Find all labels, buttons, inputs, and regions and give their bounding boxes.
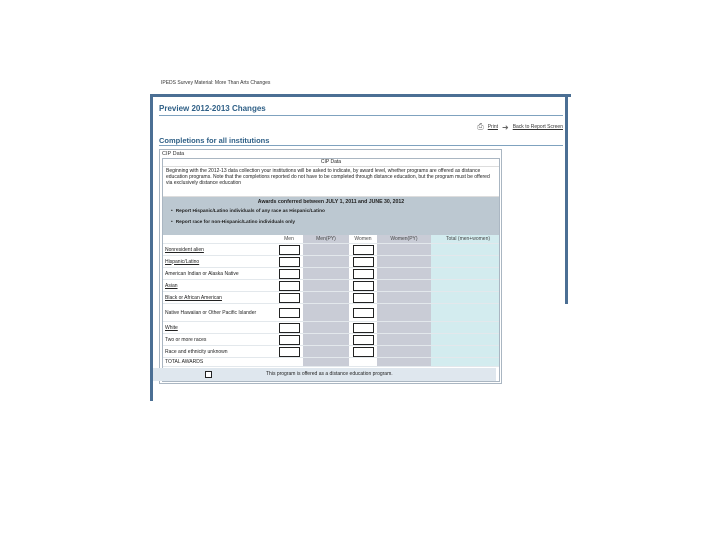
total-cell: [431, 292, 500, 304]
col-header-men: Men: [275, 235, 303, 244]
toolbar: [477, 122, 563, 132]
total-women-py-cell: [377, 358, 431, 367]
section-title: Completions for all institutions: [159, 136, 270, 145]
col-header-total: Total (men+women): [431, 235, 500, 244]
col-header-women-py: Women(PY): [377, 235, 431, 244]
table-row: [163, 280, 500, 292]
bullet-hispanic: • Report Hispanic/Latino individuals of any race as Hispanic/Latino: [171, 209, 325, 214]
total-cell: [431, 304, 500, 322]
men-input[interactable]: [279, 293, 300, 303]
row-label: Native Hawaiian or Other Pacific Islander: [165, 309, 257, 316]
women-py-cell: [377, 334, 431, 346]
women-input[interactable]: [353, 293, 374, 303]
cip-data-panel: [159, 149, 502, 384]
total-cell: [431, 280, 500, 292]
col-header-men-py: Men(PY): [303, 235, 349, 244]
men-input[interactable]: [279, 347, 300, 357]
column-header-row: [163, 235, 500, 244]
title-divider: [159, 115, 563, 116]
women-py-cell: [377, 268, 431, 280]
awards-header: [163, 197, 499, 235]
browser-frame: [150, 94, 571, 401]
total-cell: [431, 346, 500, 358]
men-py-cell: [303, 346, 349, 358]
row-label-link[interactable]: White: [165, 324, 178, 331]
distance-education-label: This program is offered as a distance education program.: [266, 371, 393, 377]
women-input[interactable]: [353, 281, 374, 291]
men-input[interactable]: [279, 335, 300, 345]
table-row: [163, 292, 500, 304]
row-label: Race and ethnicity unknown: [165, 348, 228, 355]
women-py-cell: [377, 346, 431, 358]
women-py-cell: [377, 322, 431, 334]
section-divider: [159, 145, 563, 146]
men-py-cell: [303, 292, 349, 304]
men-input[interactable]: [279, 281, 300, 291]
page-title: Preview 2012-2013 Changes: [159, 104, 266, 113]
men-py-cell: [303, 268, 349, 280]
total-cell: [431, 244, 500, 256]
row-label: American Indian or Alaska Native: [165, 270, 239, 277]
frame-right-border: [565, 94, 568, 304]
back-arrow-icon[interactable]: ➜: [501, 122, 509, 132]
cip-inner-header: CIP Data: [163, 159, 499, 167]
women-input[interactable]: [353, 335, 374, 345]
women-py-cell: [377, 280, 431, 292]
slide-caption: IPEDS Survey Material: More Than Arts Changes: [161, 80, 271, 86]
table-row: [163, 334, 500, 346]
women-py-cell: [377, 244, 431, 256]
table-row: [163, 244, 500, 256]
men-py-cell: [303, 334, 349, 346]
women-py-cell: [377, 256, 431, 268]
men-input[interactable]: [279, 245, 300, 255]
table-row: [163, 322, 500, 334]
table-row: [163, 256, 500, 268]
completions-table: [163, 235, 500, 367]
men-py-cell: [303, 256, 349, 268]
row-label-link[interactable]: Black or African American: [165, 294, 222, 301]
total-women-cell: [349, 358, 377, 367]
printer-icon[interactable]: ⎙: [477, 122, 484, 131]
bullet-race: • Report race for non-Hispanic/Latino individuals only: [171, 220, 295, 225]
men-py-cell: [303, 280, 349, 292]
women-py-cell: [377, 292, 431, 304]
total-row: [163, 358, 500, 367]
total-awards-label: TOTAL AWARDS: [165, 359, 204, 365]
women-input[interactable]: [353, 347, 374, 357]
men-input[interactable]: [279, 257, 300, 267]
cip-description: Beginning with the 2012-13 data collection your institutions will be asked to indicate, by award level, whether programs are offered as distance education programs. Note that the completions reported do not have to be completed through distance education, but the program must be offered via exclusively distance education: [163, 167, 499, 197]
total-men-cell: [275, 358, 303, 367]
table-row: [163, 268, 500, 280]
total-cell: [431, 256, 500, 268]
women-py-cell: [377, 304, 431, 322]
row-label-link[interactable]: Asian: [165, 282, 178, 289]
women-input[interactable]: [353, 269, 374, 279]
distance-education-checkbox[interactable]: [205, 371, 212, 378]
men-input[interactable]: [279, 308, 300, 318]
cip-tab-label: CIP Data: [162, 151, 185, 157]
print-link[interactable]: Print: [487, 124, 498, 130]
row-label-link[interactable]: Nonresident alien: [165, 246, 204, 253]
row-label-link[interactable]: Hispanic/Latino: [165, 258, 200, 265]
men-input[interactable]: [279, 323, 300, 333]
total-total-cell: [431, 358, 500, 367]
col-header-women: Women: [349, 235, 377, 244]
total-men-py-cell: [303, 358, 349, 367]
women-input[interactable]: [353, 323, 374, 333]
women-input[interactable]: [353, 245, 374, 255]
men-input[interactable]: [279, 269, 300, 279]
men-py-cell: [303, 322, 349, 334]
total-cell: [431, 334, 500, 346]
row-label: Two or more races: [165, 336, 207, 343]
table-row: [163, 304, 500, 322]
distance-education-row: [153, 368, 496, 381]
men-py-cell: [303, 244, 349, 256]
women-input[interactable]: [353, 257, 374, 267]
cip-data-form: [162, 158, 500, 382]
total-cell: [431, 268, 500, 280]
header-blank: [163, 235, 275, 244]
men-py-cell: [303, 304, 349, 322]
total-cell: [431, 322, 500, 334]
table-row: [163, 346, 500, 358]
back-to-report-link[interactable]: Back to Report Screen: [512, 124, 563, 130]
awards-title: Awards conferred between JULY 1, 2011 and JUNE 30, 2012: [257, 199, 405, 205]
women-input[interactable]: [353, 308, 374, 318]
